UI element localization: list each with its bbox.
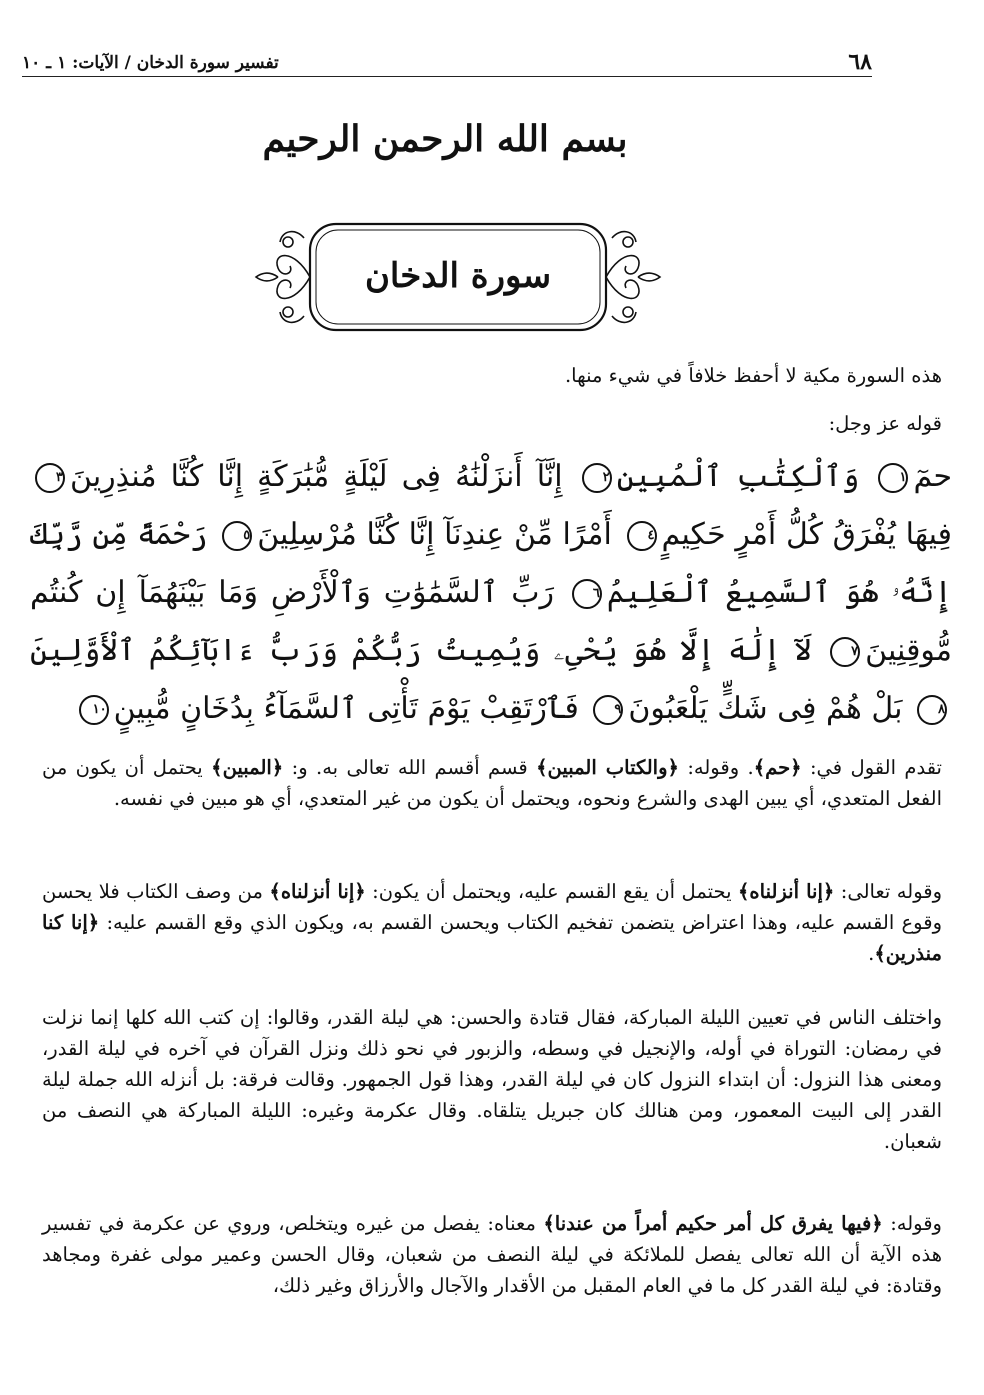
quoted-verse: ﴿والكتاب المبين﴾ — [536, 756, 679, 779]
sura-title-frame — [252, 218, 664, 336]
quran-verses — [30, 448, 952, 738]
quoted-verse: ﴿فيها يفرق كل أمر حكيم أمراً من عندنا﴾ — [543, 1212, 883, 1235]
commentary-text: تقدم القول في: — [801, 756, 942, 779]
running-title: تفسير سورة الدخان / الآيات: ١ ـ ١٠ — [22, 53, 279, 73]
verse-text: فِيهَا يُفْرَقُ كُلُّ أَمْرٍ حَكِيمٍ — [661, 517, 952, 552]
ayah-number-marker: ٥ — [222, 521, 252, 551]
commentary-text: من وصف الكتاب فلا يحسن وقوع القسم عليه، وهذا اعتراض يتضمن تفخيم الكتاب ويحسن القسم به، ويكون الذي وقع القسم عليه: — [42, 880, 942, 934]
ayah-number-marker: ١ — [878, 463, 908, 493]
verse-text: لَآ إِلَٰهَ إِلَّا هُوَ يُحْىِۦ وَيُمِيتُ رَبُّكُمْ وَرَبُّ ءَابَآئِكُمُ ٱلْأَوَّلِينَ — [30, 633, 812, 668]
commentary-text: وقوله تعالى: — [834, 880, 943, 903]
verse-text: حمٓ — [913, 459, 952, 494]
commentary-paragraph — [42, 1002, 942, 1157]
running-header — [22, 46, 872, 77]
commentary-paragraph — [42, 752, 942, 814]
ayah-number-marker: ١٠ — [79, 695, 109, 725]
verse-text: فَٱرْتَقِبْ يَوْمَ تَأْتِى ٱلسَّمَآءُ بِدُخَانٍ مُّبِينٍ — [113, 691, 579, 726]
ayah-number-marker: ٣ — [35, 463, 65, 493]
quoted-verse: ﴿إنا أنزلناه﴾ — [737, 880, 835, 903]
ayah-number-marker: ٢ — [582, 463, 612, 493]
verse-text: رَحْمَةً مِّن رَّبِّكَ إِنَّهُۥ هُوَ ٱلسَّمِيعُ ٱلْعَلِيمُ — [30, 517, 952, 610]
commentary-text: يحتمل أن يكون من الفعل المتعدي، أي يبين الهدى والشرع ونحوه، ويحتمل أن يكون من غير المتعدي، أي هو مبين في نفسه. — [42, 756, 942, 810]
quoted-verse: ﴿إنا أنزلناه﴾ — [269, 880, 366, 903]
verse-text: وَٱلْكِتَٰبِ ٱلْمُبِينِ — [616, 459, 860, 494]
commentary-text: واختلف الناس في تعيين الليلة المباركة، فقال قتادة والحسن: هي ليلة القدر، وقالوا: إن كتب الله كلها إنما نزلت في رمضان: التوراة في أوله، والإنجيل في وسطه، والزبور في نحو ذلك ونزل القرآن في آخره في ليلة القدر، ومعنى هذا النزول: أن ابتداء النزول كان في ليلة القدر، وهذا قول الجمهور. وقالت فرقة: بل أنزله الله جملة ليلة القدر إلى البيت المعمور، ومن هنالك كان جبريل يتلقاه. وقال عكرمة وغيره: الليلة المباركة هي النصف من شعبان. — [42, 1006, 942, 1153]
commentary-text: . وقوله: — [678, 756, 754, 779]
ayah-number-marker: ٧ — [830, 637, 860, 667]
quoted-verse: ﴿إنا كنا منذرين﴾ — [42, 911, 942, 965]
ayah-number-marker: ٤ — [627, 521, 657, 551]
sura-title: سورة الدخان — [364, 256, 552, 296]
ayah-number-marker: ٨ — [917, 695, 947, 725]
commentary-paragraph — [42, 1208, 942, 1301]
commentary-text: وقوله: — [882, 1212, 942, 1235]
ayah-number-marker: ٦ — [572, 579, 602, 609]
verse-text: رَبِّ ٱلسَّمَٰوَٰتِ وَٱلْأَرْضِ وَمَا بَيْنَهُمَآ إِن كُنتُم مُّوقِنِينَ — [30, 575, 952, 668]
basmala: بسم الله الرحمن الرحيم — [262, 118, 628, 160]
lead-text: قوله عز وجل: — [828, 412, 942, 435]
commentary-text: يحتمل أن يقع القسم عليه، ويحتمل أن يكون: — [365, 880, 738, 903]
commentary-text: . — [868, 942, 875, 965]
commentary-paragraph — [42, 876, 942, 969]
verse-text: أَمْرًا مِّنْ عِندِنَآ إِنَّا كُنَّا مُرْسِلِينَ — [257, 517, 612, 552]
quoted-verse: ﴿المبين﴾ — [211, 756, 284, 779]
verse-text: إِنَّآ أَنزَلْنَٰهُ فِى لَيْلَةٍ مُّبَٰرَكَةٍ إِنَّا كُنَّا مُنذِرِينَ — [70, 459, 563, 494]
page-number: ٦٨ — [848, 49, 872, 75]
quoted-verse: ﴿حم﴾ — [753, 756, 802, 779]
verse-text: بَلْ هُمْ فِى شَكٍّ يَلْعَبُونَ — [628, 691, 903, 726]
commentary-text: معناه: يفصل من غيره ويتخلص، وروي عن عكرمة في تفسير هذه الآية أن الله تعالى يفصل للملائكة في ليلة النصف من شعبان، وقال الحسن وعمير مولى غفرة ومجاهد وقتادة: في ليلة القدر كل ما في العام المقبل من الأقدار والآجال والأرزاق وغير ذلك، — [42, 1212, 942, 1297]
ayah-number-marker: ٩ — [593, 695, 623, 725]
intro-text: هذه السورة مكية لا أحفظ خلافاً في شيء منها. — [564, 364, 942, 387]
commentary-text: قسم أقسم الله تعالى به. و: — [283, 756, 537, 779]
